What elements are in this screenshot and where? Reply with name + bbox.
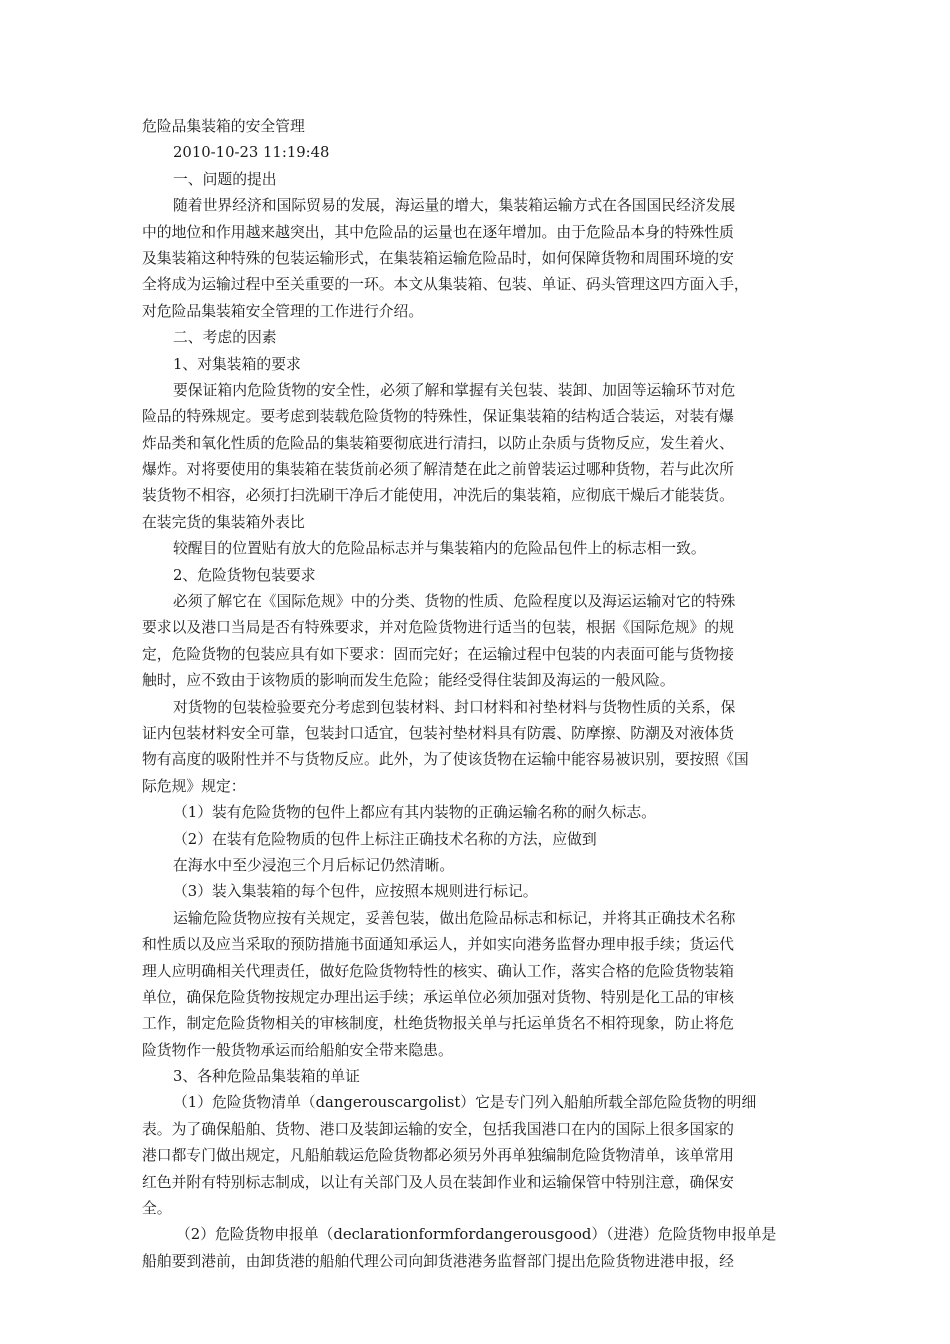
text-line: 一、问题的提出 bbox=[173, 170, 277, 188]
text-line: （2）在装有危险物质的包件上标注正确技术名称的方法，应做到 bbox=[173, 830, 597, 848]
document-body bbox=[142, 114, 812, 1275]
text-line: （3）装入集装箱的每个包件，应按照本规则进行标记。 bbox=[173, 883, 538, 901]
text-line: 装货物不相容，必须打扫洗刷干净后才能使用，冲洗后的集装箱，应彻底干燥后才能装货。 bbox=[142, 487, 734, 505]
text-line: 在装完货的集装箱外表比 bbox=[142, 513, 305, 531]
text-line: 对危险品集装箱安全管理的工作进行介绍。 bbox=[142, 302, 424, 320]
text-line: 险货物作一般货物承运而给船舶安全带来隐患。 bbox=[142, 1041, 453, 1059]
text-line: 单位，确保危险货物按规定办理出运手续；承运单位必须加强对货物、特别是化工品的审核 bbox=[142, 988, 734, 1006]
text-line: 较醒目的位置贴有放大的危险品标志并与集装箱内的危险品包件上的标志相一致。 bbox=[173, 540, 706, 558]
text-line: 必须了解它在《国际危规》中的分类、货物的性质、危险程度以及海运运输对它的特殊 bbox=[173, 593, 736, 611]
document-text bbox=[142, 167, 812, 1275]
text-line: （2）危险货物申报单（declarationformfordangerousgood）（进港）危险货物申报单是 bbox=[176, 1226, 777, 1244]
text-line: 定，危险货物的包装应具有如下要求：固而完好；在运输过程中包装的内表面可能与货物接 bbox=[142, 645, 734, 663]
text-line: 际危规》规定： bbox=[142, 777, 246, 795]
text-line: 对货物的包装检验要充分考虑到包装材料、封口材料和衬垫材料与货物性质的关系，保 bbox=[173, 698, 736, 716]
text-line: 中的地位和作用越来越突出，其中危险品的运量也在逐年增加。由于危险品本身的特殊性质 bbox=[142, 223, 734, 241]
text-line: 1、对集装箱的要求 bbox=[173, 355, 301, 373]
text-line: 表。为了确保船舶、货物、港口及装卸运输的安全，包括我国港口在内的国际上很多国家的 bbox=[142, 1120, 734, 1138]
text-line: 炸品类和氧化性质的危险品的集装箱要彻底进行清扫，以防止杂质与货物反应，发生着火、 bbox=[142, 434, 734, 452]
text-line: （1）装有危险货物的包件上都应有其内装物的正确运输名称的耐久标志。 bbox=[173, 804, 656, 822]
text-line: 全。 bbox=[142, 1200, 172, 1218]
text-line: 要保证箱内危险货物的安全性，必须了解和掌握有关包装、装卸、加固等运输环节对危 bbox=[173, 381, 736, 399]
text-line: 触时，应不致由于该物质的影响而发生危险；能经受得住装卸及海运的一般风险。 bbox=[142, 672, 675, 690]
text-line: 在海水中至少浸泡三个月后标记仍然清晰。 bbox=[173, 856, 455, 874]
text-line: 2、危险货物包装要求 bbox=[173, 566, 316, 584]
text-line: 证内包装材料安全可靠，包装封口适宜，包装衬垫材料具有防震、防摩擦、防潮及对液体货 bbox=[142, 724, 734, 742]
text-line: 红色并附有特别标志制成，以让有关部门及人员在装卸作业和运输保管中特别注意，确保安 bbox=[142, 1173, 734, 1191]
text-line: 工作，制定危险货物相关的审核制度，杜绝货物报关单与托运单货名不相符现象，防止将危 bbox=[142, 1015, 734, 1033]
document-title: 危险品集装箱的安全管理 bbox=[142, 118, 305, 135]
text-line: 物有高度的吸附性并不与货物反应。此外，为了使该货物在运输中能容易被识别，要按照《国 bbox=[142, 751, 749, 769]
text-line: 险品的特殊规定。要考虑到装载危险货物的特殊性，保证集装箱的结构适合装运，对装有爆 bbox=[142, 408, 734, 426]
text-line: 爆炸。对将要使用的集装箱在装货前必须了解清楚在此之前曾装运过哪种货物，若与此次所 bbox=[142, 461, 734, 479]
text-line: 二、考虑的因素 bbox=[173, 329, 277, 347]
text-line: 理人应明确相关代理责任，做好危险货物特性的核实、确认工作，落实合格的危险货物装箱 bbox=[142, 962, 734, 980]
text-line: 运输危险货物应按有关规定，妥善包装，做出危险品标志和标记，并将其正确技术名称 bbox=[173, 909, 736, 927]
text-line: 要求以及港口当局是否有特殊要求，并对危险货物进行适当的包装，根据《国际危规》的规 bbox=[142, 619, 734, 637]
text-line: 和性质以及应当采取的预防措施书面通知承运人，并如实向港务监督办理申报手续；货运代 bbox=[142, 936, 734, 954]
document-timestamp: 2010-10-23 11:19:48 bbox=[173, 144, 330, 162]
text-line: 港口都专门做出规定，凡船舶载运危险货物都必须另外再单独编制危险货物清单，该单常用 bbox=[142, 1147, 734, 1165]
text-line: （1）危险货物清单（dangerouscargolist）它是专门列入船舶所载全部危险货物的明细 bbox=[173, 1094, 757, 1112]
text-line: 随着世界经济和国际贸易的发展，海运量的增大，集装箱运输方式在各国国民经济发展 bbox=[173, 197, 736, 215]
text-line: 及集装箱这种特殊的包装运输形式，在集装箱运输危险品时，如何保障货物和周围环境的安 bbox=[142, 249, 734, 267]
text-line: 全将成为运输过程中至关重要的一环。本文从集装箱、包装、单证、码头管理这四方面入手， bbox=[142, 276, 749, 294]
text-line: 船舶要到港前，由卸货港的船舶代理公司向卸货港港务监督部门提出危险货物进港申报，经 bbox=[142, 1252, 734, 1270]
text-line: 3、各种危险品集装箱的单证 bbox=[173, 1068, 360, 1086]
